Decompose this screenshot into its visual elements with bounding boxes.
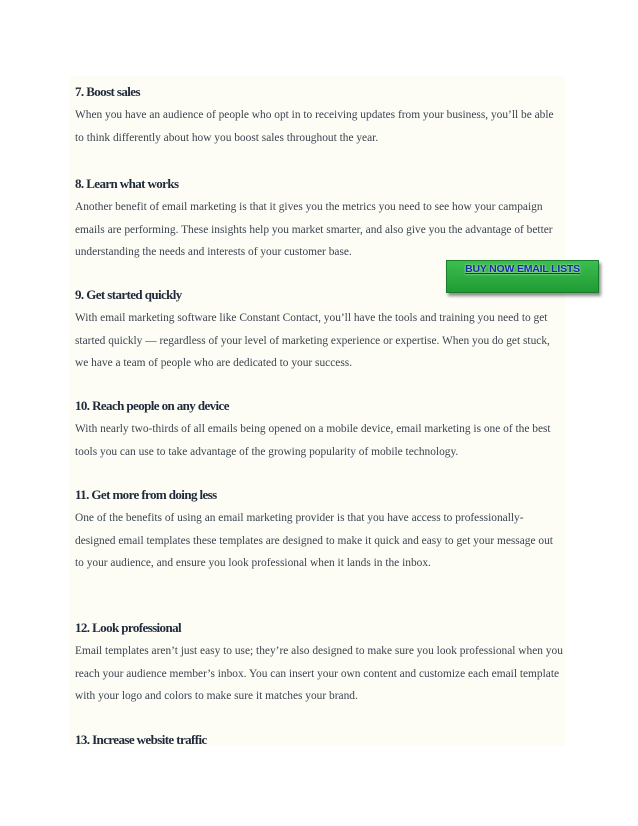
section-body: When you have an audience of people who opt in to receiving updates from your business, you’ll be able to think differently about how you boost sales throughout the year. [75,109,554,144]
section-heading: 12. Look professional [75,620,181,635]
section-heading: 13. Increase website traffic [75,732,207,747]
buy-now-email-lists-button[interactable] [446,260,599,293]
section-boost-sales [75,84,563,149]
section-get-started-quickly [75,287,563,375]
section-body: One of the benefits of using an email marketing provider is that you have access to professionally-designed email templates these templates are designed to make it quick and easy to get your message out to your audience, and ensure you look professional when it lands in the inbox. [75,512,553,570]
section-more-from-less [75,487,563,575]
section-heading: 11. Get more from doing less [75,487,217,502]
section-reach-any-device [75,398,563,463]
buy-now-label: BUY NOW EMAIL LISTS [465,263,580,275]
section-heading: 8. Learn what works [75,176,179,191]
document-page [70,76,565,746]
section-heading: 9. Get started quickly [75,287,182,302]
section-body: Email templates aren’t just easy to use; they’re also designed to make sure you look professional when you reach your audience member’s inbox. You can insert your own content and customize each email template with your logo and colors to make sure it matches your brand. [75,645,563,703]
section-heading: 10. Reach people on any device [75,398,229,413]
section-heading: 7. Boost sales [75,84,140,99]
section-body: With nearly two-thirds of all emails being opened on a mobile device, email marketing is one of the best tools you can use to take advantage of the growing popularity of mobile technology. [75,423,551,458]
section-look-professional [75,620,563,708]
section-body: Another benefit of email marketing is that it gives you the metrics you need to see how your campaign emails are performing. These insights help you market smarter, and also give you the advantage of better understanding the needs and interests of your customer base. [75,201,553,259]
section-learn-what-works [75,176,563,264]
section-increase-traffic [75,732,563,748]
section-body: With email marketing software like Constant Contact, you’ll have the tools and training you need to get started quickly — regardless of your level of marketing experience or expertise. When you do get stuck, we have a team of people who are dedicated to your success. [75,312,550,370]
